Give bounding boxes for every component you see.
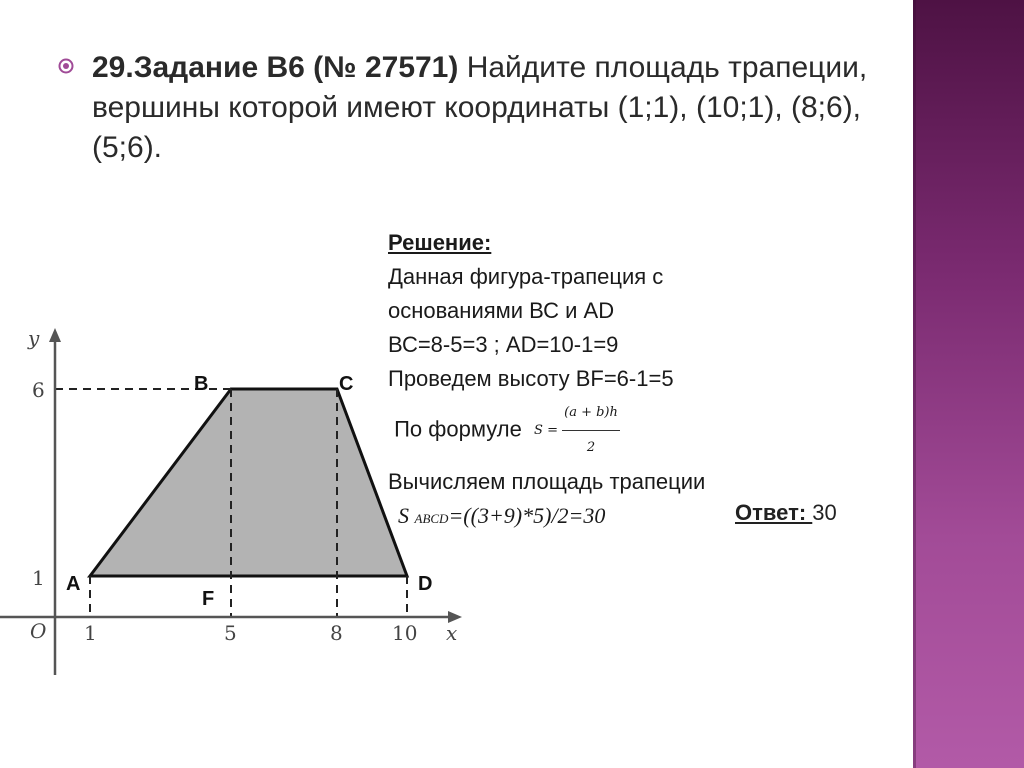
origin-label: O [30,619,47,643]
y-tick-1: 1 [32,566,45,590]
task-statement [92,48,882,168]
area-formula [534,396,620,465]
x-tick-5: 5 [224,621,237,645]
y-tick-6: 6 [32,378,45,402]
x-axis-label: x [446,621,458,645]
solution-title: Решение: [388,230,492,255]
x-tick-8: 8 [330,621,343,645]
solution-line-6: Вычисляем площадь трапеции [388,469,706,494]
solution-line-4: Проведем высоту BF=6-1=5 [388,366,674,391]
y-axis-arrow [49,328,61,342]
answer [735,500,837,526]
solution-line-3: ВС=8-5=3 ; AD=10-1=9 [388,332,619,357]
point-label-a: A [66,573,81,595]
point-label-f: F [202,588,215,610]
answer-label: Ответ: [735,500,813,525]
point-label-d: D [418,573,433,595]
decorative-side-band [913,0,1024,768]
calc-s: S [398,503,409,528]
formula-numerator: (a + b)h [562,396,620,431]
trapezoid-diagram [0,320,480,680]
point-label-c: C [339,373,354,395]
solution-line-2: основаниями ВС и AD [388,298,615,323]
x-tick-10: 10 [392,621,418,645]
calc-expression: =((3+9)*5)/2=30 [448,503,606,528]
calc-subscript: ABCD [414,511,449,526]
task-text: Найдите площадь трапеции, вершины которой имеют координаты (1;1), (10;1), (8;6), (5;6). [92,51,868,164]
answer-value: 30 [812,500,837,525]
task-number: 29.Задание В6 (№ 27571) [92,51,459,84]
solution-line-1: Данная фигура-трапеция с [388,264,664,289]
point-label-b: B [194,373,209,395]
y-axis-label: y [28,326,40,350]
trapezoid-shape [90,389,407,576]
formula-denominator: 2 [586,440,596,455]
formula-intro: По формуле [388,416,528,442]
formula-lhs: S = [534,423,558,438]
bullet-icon [58,58,74,74]
x-tick-1: 1 [84,621,97,645]
